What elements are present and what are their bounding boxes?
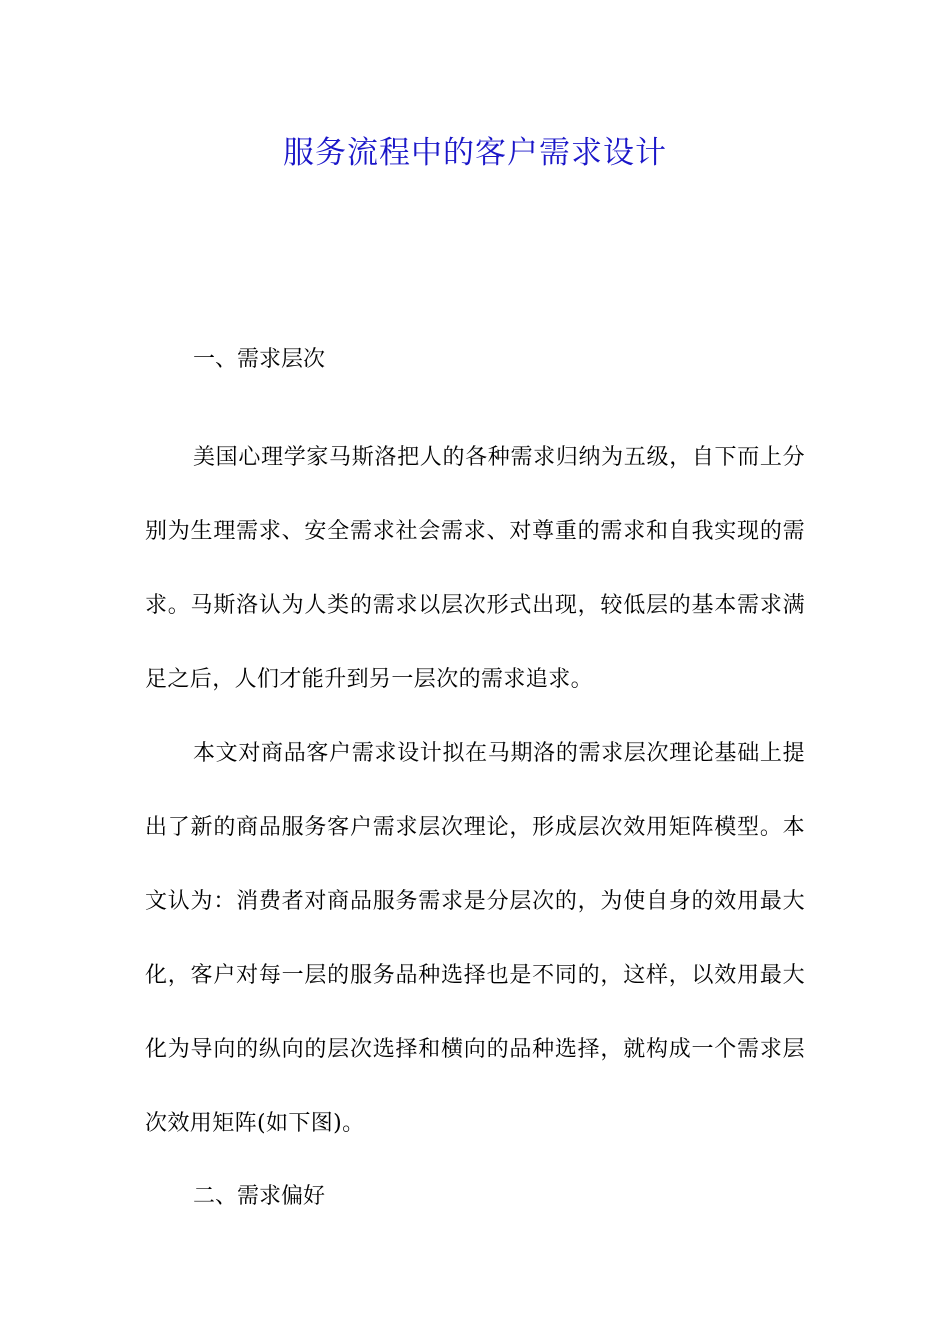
document-body [145, 335, 805, 1222]
document-title: 服务流程中的客户需求设计 [283, 135, 667, 171]
paragraph-2: 本文对商品客户需求设计拟在马期洛的需求层次理论基础上提出了新的商品服务客户需求层次理论，形成层次效用矩阵模型。本文认为：消费者对商品服务需求是分层次的，为使自身的效用最大化，客户对每一层的服务品种选择也是不同的，这样，以效用最大化为导向的纵向的层次选择和横向的品种选择，就构成一个需求层次效用矩阵(如下图)。 [145, 741, 805, 1136]
section-heading-2: 二、需求偏好 [193, 1184, 326, 1209]
section-heading-1: 一、需求层次 [193, 347, 326, 372]
paragraph-1: 美国心理学家马斯洛把人的各种需求归纳为五级，自下而上分别为生理需求、安全需求社会需求、对尊重的需求和自我实现的需求。马斯洛认为人类的需求以层次形式出现，较低层的基本需求满足之后，人们才能升到另一层次的需求追求。 [145, 445, 805, 692]
